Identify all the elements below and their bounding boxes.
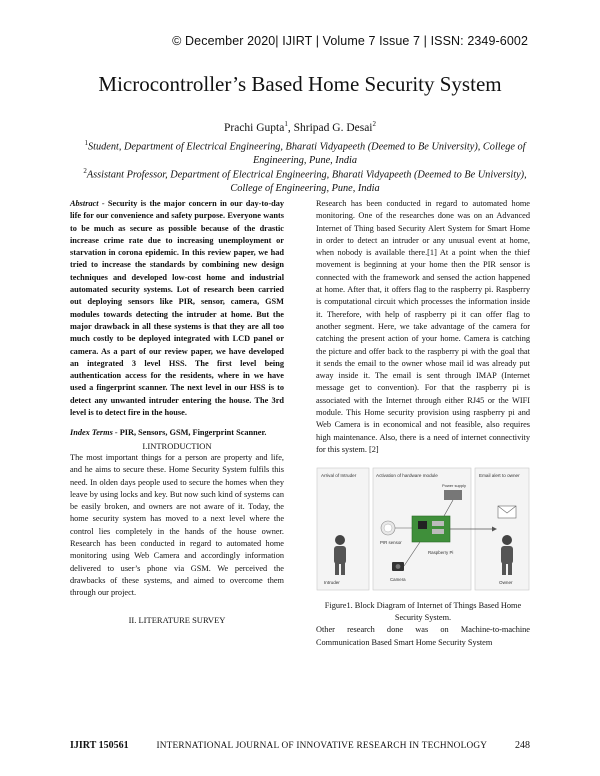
author-line — [0, 120, 600, 134]
camera-label: Camera — [390, 577, 406, 583]
pir-label: PIR sensor — [380, 540, 402, 546]
affiliation-2-sup: 2 — [83, 167, 87, 175]
intruder-label: Intruder — [324, 580, 340, 586]
affiliation-1-text: Student, Department of Electrical Engineering, Bharati Vidyapeeth (Deemed to Be University), College of Engineering, Pune, India — [87, 141, 526, 166]
affiliation-2 — [80, 165, 530, 195]
affiliation-1 — [80, 137, 530, 167]
author-2-sup: 2 — [372, 120, 376, 128]
raspberry-label: Raspberry Pi — [428, 550, 454, 556]
intro-heading: I.INTRODUCTION — [142, 440, 212, 451]
index-terms-text: PIR, Sensors, GSM, Fingerprint Scanner. — [117, 428, 267, 438]
author-separator: , — [287, 121, 294, 134]
raspberry-pi-icon — [412, 516, 450, 542]
figure-caption: Figure1. Block Diagram of Internet of Things Based Home Security System. — [324, 601, 522, 623]
power-supply-icon — [444, 490, 462, 500]
author-1-sup: 1 — [284, 120, 288, 128]
panel3-label: Email alert to owner — [479, 473, 520, 479]
intro-paragraph: The most important things for a person are property and life, and he aims to secure these. Home Security System fulfils this need. In olden days people used to secure the homes when they leave by using locks and key. But now such kind of systems can be easily broken, and owners are not aware of it. Today, the home security system has moved to a next level where the control lies completely in the hands of the house owner. Research has been conducted in regard to automated home monitoring using Web Camera and accordingly information delivered to user’s phone via GSM. We perceived the drawbacks of these systems, and aimed to overcome them through our project. — [70, 452, 284, 598]
right-column — [316, 198, 530, 649]
abstract-text: Security is the major concern in our day-to-day life for our convenience and safety purpose. Everyone wants to be much as secure as possible because of the drastic increase crime rate due to increasing unemployment or starvation in corona epidemic. In this review paper, we had tried to increase the standards by combining new design techniques and developed low-cost home and industrial automated security systems. Lot of research been carried out deploying sensors like PIR, sensor, camera, GSM modules towards detecting the intruder at home. But the major drawback in all these systems is that they are all too much costly to be deployed integrated with LCD panel or camera. As a part of our review paper, we have developed an integrated 3 level HSS. The first level being authentication access for the residents, where in we have used a fingerprint scanner. The next level in our HSS is to detect any unwanted intruder entering the house. The 3rd level is to detect fire in the house. — [70, 199, 284, 418]
literature-paragraph: Research has been conducted in regard to automated home monitoring. One of the researches done was on an Advanced Internet of Thing based Security Alert System for Smart Home in order to detect an intruder or any unusual event at home, when nobody is available there.[1] At a point when the thief movement is beginning at your home then the PIR sensor is connected with the framework and sensed the action happened at home. After that, it offers flag to the raspberry pi. Raspberry is computational circuit which processes the information inside it. Therefore, with help of raspberry pi it can offer flag to another segment. Here, we take advantage of the camera for catching the present action of your home. Camera is catching the picture and offer back to the raspberry pi with the goal that it sends the email to the owner whose mail id was already put away inside it. The email is sent through IMAP (Internet message get to convention). For that the raspberry pi is associated with the Internet through either RJ45 or the WIFI module. This Home security provision using raspberry pi and Web Camera is in economical and not feasible, also requires high maintenance. Also, there is a need of internet connectivity for this system. [2] — [316, 199, 530, 454]
index-terms — [70, 427, 284, 439]
left-column — [70, 198, 284, 626]
owner-label: Owner — [499, 580, 513, 586]
camera-icon — [392, 562, 404, 571]
literature-heading: II. LITERATURE SURVEY — [128, 614, 226, 625]
footer-journal-name: INTERNATIONAL JOURNAL OF INNOVATIVE RESEARCH IN TECHNOLOGY — [156, 741, 488, 751]
footer-page-number: 248 — [515, 740, 530, 751]
affiliation-1-sup: 1 — [84, 139, 88, 147]
affiliation-2-text: Assistant Professor, Department of Electrical Engineering, Bharati Vidyapeeth (Deemed to Be University), College of Engineering, Pune, India — [86, 169, 527, 194]
block-diagram — [316, 466, 530, 594]
abstract — [70, 198, 284, 419]
panel2-label: Activation of hardware module — [376, 473, 438, 479]
abstract-label: Abstract - — [70, 199, 105, 208]
footer-paper-id: IJIRT 150561 — [70, 740, 129, 751]
index-terms-label: Index Terms - — [70, 428, 118, 438]
email-icon — [498, 506, 516, 518]
pir-sensor-icon — [381, 521, 395, 535]
author-2: Shripad G. Desai — [293, 121, 373, 134]
running-head: © December 2020| IJIRT | Volume 7 Issue 7 | ISSN: 2349-6002 — [172, 34, 528, 48]
page-footer — [70, 740, 530, 751]
power-label: Power supply — [442, 483, 467, 489]
author-1: Prachi Gupta — [224, 121, 285, 134]
panel1-label: Arrival of Intruder — [321, 473, 357, 479]
block-diagram-figure — [316, 466, 530, 594]
literature-paragraph-2: Other research done was on Machine-to-machine Communication Based Smart Home Security System — [316, 625, 530, 647]
paper-title: Microcontroller’s Based Home Security System — [98, 72, 502, 96]
